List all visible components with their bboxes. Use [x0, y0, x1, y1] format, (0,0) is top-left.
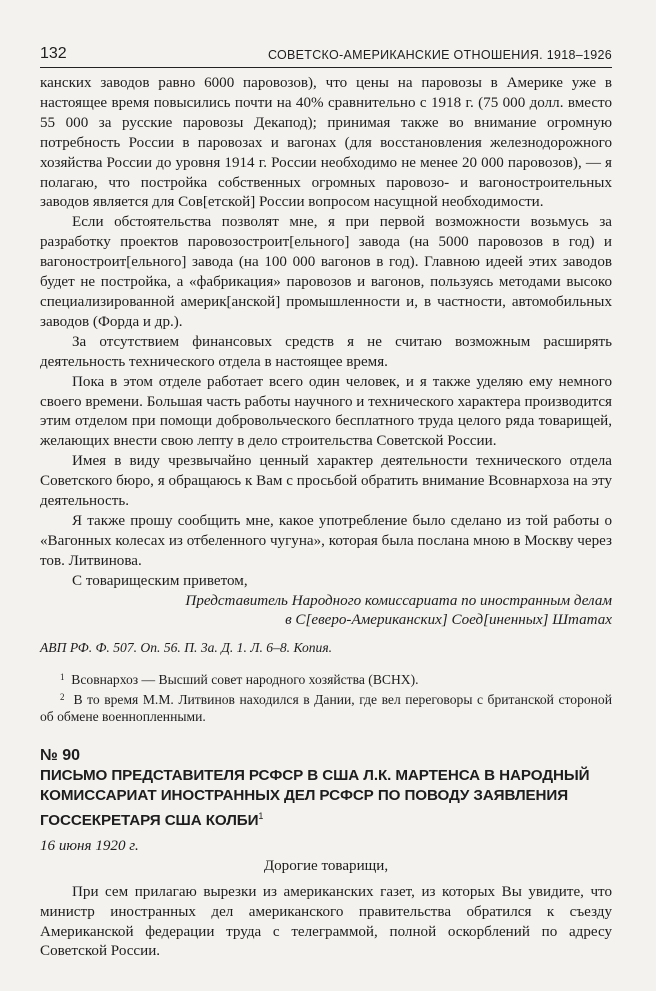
archive-reference: АВП РФ. Ф. 507. Оп. 56. П. 3а. Д. 1. Л. 6–8. Копия.	[40, 640, 333, 656]
document-title-text: ПИСЬМО ПРЕДСТАВИТЕЛЯ РСФСР В США Л.К. МАРТЕНСА В НАРОДНЫЙ КОМИССАРИАТ ИНОСТРАННЫХ ДЕЛ РСФСР ПО ПОВОДУ ЗАЯВЛЕНИЯ ГОССЕКРЕТАРЯ США КОЛБИ	[40, 766, 590, 829]
page-text	[40, 74, 612, 962]
paragraph: Имея в виду чрезвычайно ценный характер деятельности технического отдела Советского бюро, я обращаюсь к Вам с просьбой обратить внимание Всовнархоза на эту деятельность.	[40, 453, 612, 510]
paragraph: канских заводов равно 6000 паровозов), что цены на паровозы в Америке уже в настоящее время повысились почти на 40% сравнительно с 1918 г. (75 000 долл. вместо 55 000 за русские паровозы Декапод); принимая также во внимание огромную потребность России в паровозах и вагонах (для восстановления железнодорожного хозяйства России до уровня 1914 г. России необходимо не менее 20 000 паровозов), — я полагаю, что постройка собственных огромных паровозо- и вагоностроительных заводов является для Сов[етской] России вопросом насущной необходимости.	[40, 75, 612, 211]
footnote	[40, 669, 612, 689]
footnotes	[40, 669, 612, 726]
footnote-mark: 1	[60, 672, 65, 683]
footnote-text: Всовнархоз — Высший совет народного хозяйства (ВСНХ).	[71, 672, 419, 688]
paragraph: Если обстоятельства позволят мне, я при первой возможности возьмусь за разработку проектов паровозостроит[ельного] завода (на 5000 паровозов в год) и вагоностроит[ельного] завода (на 100 000 вагонов в год). Главною идеей этих заводов будет не постройка, а «фабрикация» паровозов и вагонов, пользуясь методами высоко специализированной америк[анской] промышленности и, в частности, автомобильных заводов (Форда и др.).	[40, 214, 612, 330]
footnote-text: В то время М.М. Литвинов находился в Дании, где вел переговоры с британской стороной об обмене военнопленными.	[40, 691, 613, 725]
closing-line: С товарищеским приветом,	[72, 572, 248, 589]
paragraph: Пока в этом отделе работает всего один человек, и я также уделяю ему немного своего времени. Большая часть работы научного и технического характера производится этим отделом при помощи добровольческого бесплатного труда целого ряда товарищей, желающих внести свою лепту в дело строительства Советской России.	[40, 373, 612, 450]
footnote-mark: 2	[60, 691, 65, 702]
document-number: № 90	[40, 746, 81, 764]
header-rule	[40, 67, 612, 68]
footnote	[40, 689, 612, 726]
signature-line-1: Представитель Народного комиссариата по иностранным делам	[185, 592, 612, 609]
salutation: Дорогие товарищи,	[263, 857, 389, 874]
page-number: 132	[40, 45, 67, 62]
signature-line-2: в С[еверо-Американских] Соед[иненных] Штатах	[285, 612, 612, 629]
title-footnote-mark: 1	[258, 810, 264, 821]
paragraph: Я также прошу сообщить мне, какое употребление было сделано из той работы о «Вагонных колесах из отбеленного чугуна», которая была послана мною в Москву через тов. Литвинова.	[40, 512, 612, 569]
paragraph: При сем прилагаю вырезки из американских газет, из которых Вы увидите, что министр иностранных дел американского правительства обратился к съезду Американской федерации труда с телеграммой, полной оскорблений по адресу Советской России.	[40, 883, 612, 960]
paragraph: За отсутствием финансовых средств я не считаю возможным расширять деятельность технического отдела в настоящее время.	[40, 333, 612, 370]
page-header	[40, 46, 612, 66]
running-title: СОВЕТСКО-АМЕРИКАНСКИЕ ОТНОШЕНИЯ. 1918–1926	[267, 48, 612, 62]
document-title	[40, 766, 612, 831]
document-date: 16 июня 1920 г.	[40, 837, 139, 854]
